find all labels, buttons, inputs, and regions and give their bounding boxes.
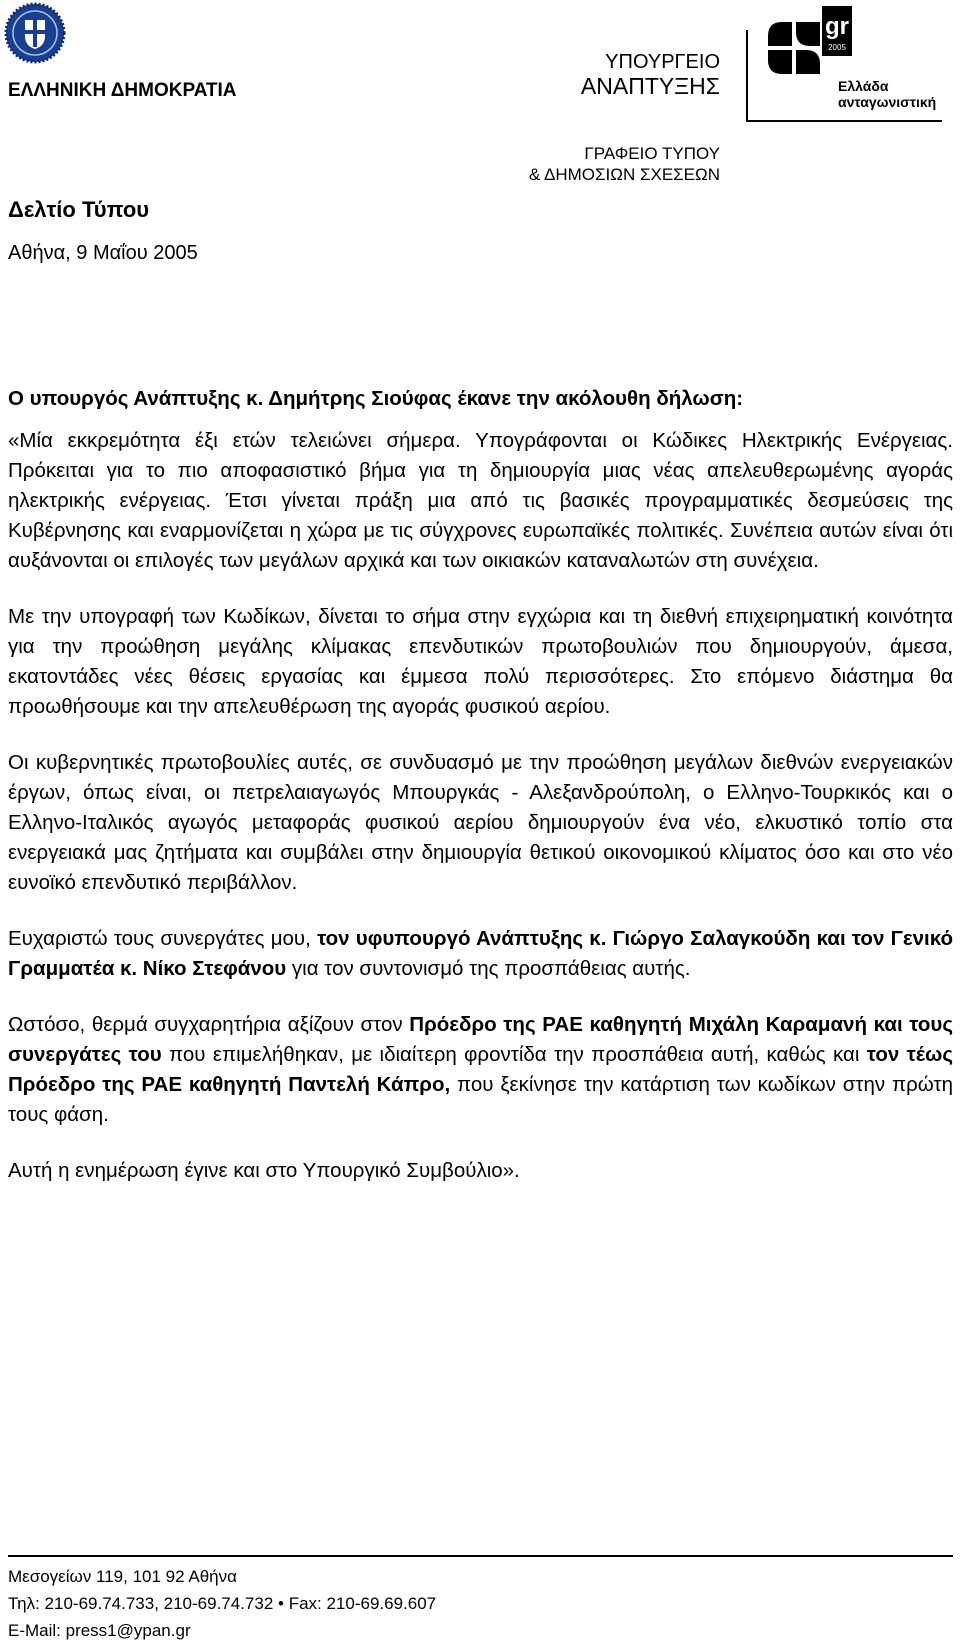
intro-statement: Ο υπουργός Ανάπτυξης κ. Δημήτρης Σιούφας έκανε την ακόλουθη δήλωση: [8,387,744,410]
logo-tagline [838,78,936,110]
p5-bold-2: τον τέως Πρόεδρο της ΡΑΕ καθηγητή Παντελή Κάπρο, [8,1043,954,1096]
paragraph-3: Οι κυβερνητικές πρωτοβουλίες αυτές, σε συνδυασμό με την προώθηση μεγάλων διεθνών ενεργειακών έργων, όπως είναι, οι πετρελαιαγωγός Μπουργκάς - Αλεξανδρούπολη, ο Ελληνο-Τουρκικός και ο Ελληνο-Ιταλικός αγωγός μεταφοράς φυσικού αερίου δημιουργούν ένα νέο, ελκυστικό τοπίο στα ενεργειακά μας ζητήματα και συμβάλει στην δημιουργία θετικού οικονομικού κλίματος όσο και στο νέο ευνοϊκό επενδυτικό περιβάλλον. [8,751,953,894]
republic-label: ΕΛΛΗΝΙΚΗ ΔΗΜΟΚΡΑΤΙΑ [8,80,237,101]
paragraph-4 [8,924,953,984]
press-office-line-2: & ΔΗΜΟΣΙΩΝ ΣΧΕΣΕΩΝ [528,165,720,184]
paragraph-2: Με την υπογραφή των Κωδίκων, δίνεται το σήμα στην εγχώρια και τη διεθνή επιχειρηματική κοινότητα για την προώθηση μεγάλης κλίμακας επενδυτικών πρωτοβουλιών που δημιουργούν, άμεσα, εκατοντάδες νέες θέσεις εργασίας και έμμεσα πολύ περισσότερες. Στο επόμενο διάστημα θα προωθήσουμε και την απελευθέρωση της αγοράς φυσικού αερίου. [8,605,953,718]
press-office-line-1: ΓΡΑΦΕΙΟ ΤΥΠΟΥ [584,144,720,163]
footer-email: E-Mail: press1@ypan.gr [8,1621,191,1640]
p5-text-e: που ξεκίνησε την κατάρτιση των κωδίκων στην πρώτη τους φάση. [8,1073,953,1126]
footer [8,1563,436,1644]
logo-year: 2005 [828,43,846,52]
p4-text-a: Ευχαριστώ τους συνεργάτες μου, [8,927,318,950]
ministry-line-2: ΑΝΑΠΤΥΞΗΣ [580,73,720,99]
document-body [8,384,953,1212]
paragraph-6: Αυτή η ενημέρωση έγινε και στο Υπουργικό Συμβούλιο». [8,1159,520,1182]
p5-text-c: που επιμελήθηκαν, με ιδιαίτερη φροντίδα την προσπάθεια αυτή, καθώς και [161,1043,867,1066]
header-divider-vertical [746,30,748,122]
p4-text-c: για τον συντονισμό της προσπάθειας αυτής. [286,957,691,980]
paragraph-1: «Μία εκκρεμότητα έξι ετών τελειώνει σήμερα. Υπογράφονται οι Κώδικες Ηλεκτρικής Ενέργειας. Πρόκειται για το πιο αποφασιστικό βήμα για τη δημιουργία μιας νέας απελευθερωμένης αγοράς ηλεκτρικής ενέργειας. Έτσι γίνεται πράξη μια από τις βασικές προγραμματικές δεσμεύσεις της Κυβέρνησης και εναρμονίζεται η χώρα με τις σύγχρονες ευρωπαϊκές πολιτικές. Συνέπεια αυτών είναι ότι αυξάνονται οι επιλογές των μεγάλων αρχικά και των οικιακών καταναλωτών στη συνέχεια. [8,429,953,572]
ministry-line-1: ΥΠΟΥΡΓΕΙΟ [605,51,720,73]
p5-text-a: Ωστόσο, θερμά συγχαρητήρια αξίζουν στον [8,1013,410,1036]
document-date: Αθήνα, 9 Μαΐου 2005 [8,242,198,264]
logo-mark: gr [825,13,849,40]
press-office-label [440,143,720,185]
p4-bold-names: τον υφυπουργό Ανάπτυξης κ. Γιώργο Σαλαγκούδη και τον Γενικό Γραμματέα κ. Νίκο Στεφάνου [8,927,953,980]
logo-tagline-line-1: Ελλάδα [838,78,889,94]
logo-tagline-line-2: ανταγωνιστική [838,94,937,110]
p5-bold-1: Πρόεδρο της ΡΑΕ καθηγητή Μιχάλη Καραμανή και τους συνεργάτες του [8,1013,953,1066]
paragraph-5 [8,1010,953,1130]
greek-coat-of-arms-icon [4,2,66,64]
footer-divider [8,1555,953,1557]
document-type: Δελτίο Τύπου [8,197,150,222]
ministry-name [540,50,720,98]
footer-address: Μεσογείων 119, 101 92 Αθήνα [8,1567,237,1586]
footer-phones: Τηλ: 210-69.74.733, 210-69.74.732 • Fax: 210-69.69.607 [8,1594,437,1613]
header-divider-horizontal [746,120,942,122]
